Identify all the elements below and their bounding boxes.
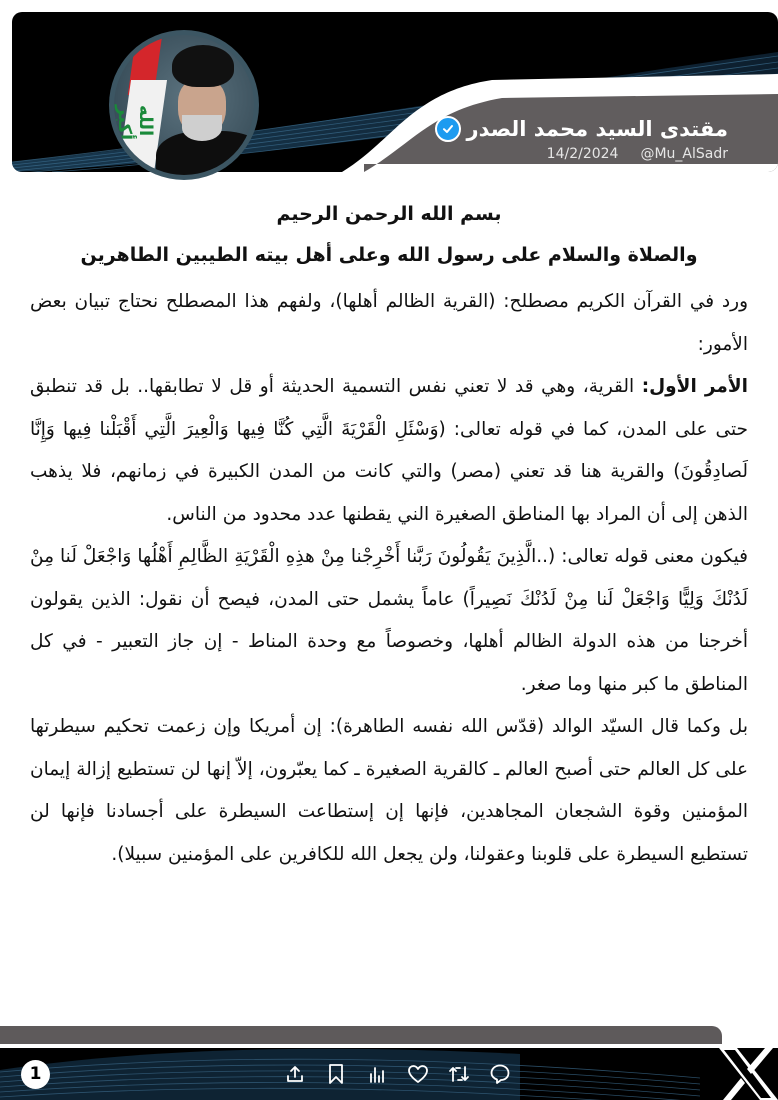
comment-icon[interactable] [489, 1062, 511, 1086]
post-actions [284, 1062, 511, 1086]
page-number-badge: 1 [21, 1060, 50, 1089]
avatar-beard [182, 115, 222, 141]
paragraph-verse-meaning [30, 536, 748, 706]
heart-icon[interactable] [407, 1062, 429, 1086]
basmala-heading: بسم الله الرحمن الرحيم [276, 203, 502, 225]
avatar[interactable] [109, 30, 259, 180]
flag-inscription: الله أكبر [114, 105, 156, 141]
display-name[interactable]: مقتدى السيد محمد الصدر [466, 117, 728, 141]
verified-badge-icon [435, 116, 461, 142]
profile-info [435, 116, 729, 162]
post-footer [0, 1048, 778, 1100]
post-header [12, 12, 778, 172]
paragraph-text: فيكون معنى قوله تعالى: (..الَّذِينَ يَقُولُونَ رَبَّنا أَخْرِجْنا مِنْ هذِهِ الْقَرْيَةِ الظَّالِمِ أَهْلُها وَاجْعَلْ لَنا مِنْ لَدُنْكَ وَلِيًّا وَاجْعَلْ لَنا مِنْ لَدُنْكَ نَصِيراً) عاماً يشمل حتى المدن، فيصح أن نقول: الذين يقولون أخرجنا من هذه الدولة الظالم أهلها، وخصوصاً مع وحدة المناط - إن جاز التعبير - في كل المناطق ما كبر منها وما صغر. [30, 546, 748, 695]
name-row [435, 116, 729, 142]
x-logo-icon [715, 1048, 778, 1100]
bookmark-icon[interactable] [325, 1062, 347, 1086]
user-handle[interactable]: @Mu_AlSadr [640, 146, 728, 162]
paragraph-first-matter [30, 366, 748, 536]
meta-row [435, 146, 729, 162]
salawat-heading: والصلاة والسلام على رسول الله وعلى أهل بيته الطيبين الطاهرين [80, 244, 698, 266]
avatar-photo [114, 35, 254, 175]
paragraph-father-quote [30, 706, 748, 876]
avatar-turban [172, 45, 234, 87]
bar-chart-icon[interactable] [366, 1062, 388, 1086]
paragraph-text: ورد في القرآن الكريم مصطلح: (القرية الظالم أهلها)، ولفهم هذا المصطلح نحتاج تبيان بعض الأمور: [30, 291, 748, 355]
post-body [30, 196, 748, 876]
footer-divider [0, 1026, 722, 1044]
paragraph-text: القرية، وهي قد لا تعني نفس التسمية الحديثة أو قل لا تطابقها.. بل قد تنطبق حتى على المدن، كما في قوله تعالى: (وَسْئَلِ الْقَرْيَةَ الَّتِي كُنَّا فِيها وَالْعِيرَ الَّتِي أَقْبَلْنا فِيها وَإِنَّا لَصادِقُونَ) والقرية هنا قد تعني (مصر) والتي كانت من المدن الكبيرة في زمانهم، فلا يذهب الذهن إلى أن المراد بها المناطق الصغيرة الني يقطنها عدد محدود من الناس. [30, 376, 748, 525]
paragraph-text: بل وكما قال السيّد الوالد (قدّس الله نفسه الطاهرة): إن أمريكا وإن زعمت تحكيم سيطرتها على كل العالم حتى أصبح العالم ـ كالقرية الصغيرة ـ كما يعبّرون، إلاّ إنها لن تستطيع إزالة إيمان المؤمنين وقوة الشجعان المجاهدين، فإنها إن إستطاعت السيطرة على أجسادنا فإنها لن تستطيع السيطرة على قلوبنا وعقولنا، ولن يجعل الله للكافرين على المؤمنين سبيلا). [30, 716, 748, 865]
post-date: 14/2/2024 [546, 146, 619, 162]
repost-icon[interactable] [448, 1062, 470, 1086]
share-icon[interactable] [284, 1062, 306, 1086]
paragraph-lead: الأمر الأول: [641, 376, 748, 397]
paragraph-intro [30, 281, 748, 366]
